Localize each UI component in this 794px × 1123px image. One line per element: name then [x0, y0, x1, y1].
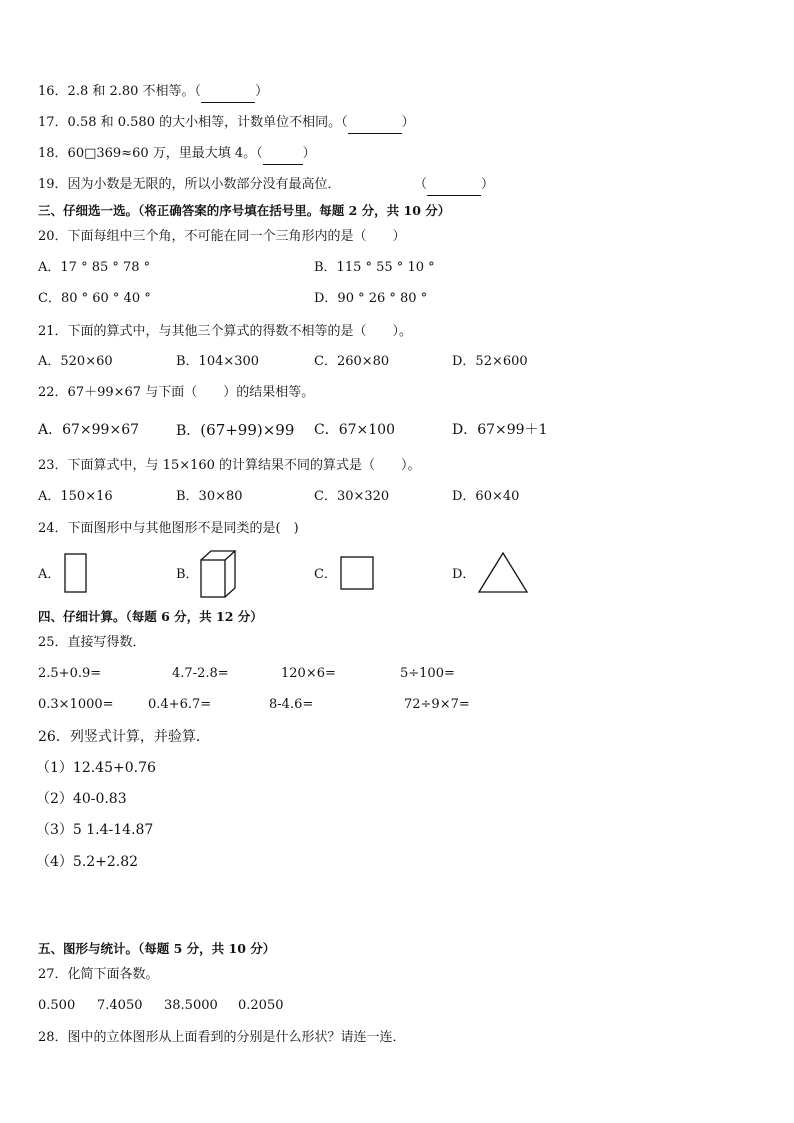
- question-17-text: 17．0.58 和 0.580 的大小相等，计数单位不相同。（: [38, 115, 348, 130]
- number-item: 0.500: [38, 998, 76, 1013]
- option-c: C．260×80: [314, 354, 390, 369]
- question-16: [38, 82, 268, 103]
- square-icon: [338, 554, 376, 594]
- option-b-label: B．: [176, 423, 201, 439]
- option-a: A．17 ° 85 ° 78 °: [38, 260, 151, 275]
- calc-item: 8-4.6=: [269, 697, 314, 712]
- triangle-icon: [476, 550, 530, 596]
- bracket-close: ）: [401, 115, 415, 130]
- option-c: C．80 ° 60 ° 40 °: [38, 291, 151, 306]
- option-b: B．115 ° 55 ° 10 °: [314, 260, 435, 275]
- rectangle-icon: [62, 552, 90, 596]
- number-item: 0.2050: [238, 998, 284, 1013]
- answer-blank[interactable]: [263, 144, 303, 165]
- number-item: 7.4050: [97, 998, 143, 1013]
- question-19-bracket: [414, 175, 494, 196]
- bracket-close: ）: [255, 84, 269, 99]
- question-18: [38, 144, 316, 165]
- option-c: C．: [314, 567, 337, 582]
- option-b: B．: [176, 567, 199, 582]
- list-item: （1）12.45+0.76: [36, 760, 156, 776]
- question-19: [38, 175, 341, 195]
- question-23-text: 23．下面算式中，与 15×160 的计算结果不同的算式是（ ）。: [38, 458, 421, 473]
- question-27-text: 27．化简下面各数。: [38, 967, 159, 982]
- calc-item: 0.3×1000=: [38, 697, 114, 712]
- bracket-close: ）: [302, 146, 316, 161]
- option-d: D．52×600: [452, 354, 528, 369]
- question-17: [38, 113, 415, 134]
- option-a: A．520×60: [38, 354, 113, 369]
- question-24-text: 24．下面图形中与其他图形不是同类的是( ): [38, 521, 299, 536]
- list-item: （2）40-0.83: [36, 791, 127, 807]
- list-item: （4）5.2+2.82: [36, 854, 139, 870]
- option-a: A．150×16: [38, 489, 113, 504]
- calc-item: 72÷9×7=: [404, 697, 470, 712]
- option-b: B．104×300: [176, 354, 260, 369]
- bracket-close: ）: [481, 177, 495, 192]
- bracket-open: （: [414, 177, 428, 192]
- calc-item: 4.7-2.8=: [172, 666, 229, 681]
- option-c: C．30×320: [314, 489, 390, 504]
- question-21-text: 21．下面的算式中，与其他三个算式的得数不相等的是（ ）。: [38, 324, 413, 339]
- cuboid-icon: [198, 548, 238, 600]
- calc-item: 2.5+0.9=: [38, 666, 102, 681]
- question-25-text: 25．直接写得数．: [38, 635, 146, 650]
- question-16-text: 16．2.8 和 2.80 不相等。（: [38, 84, 202, 99]
- option-c: C．67×100: [314, 422, 395, 438]
- section-5-heading: 五、图形与统计。（每题 5 分，共 10 分）: [38, 941, 276, 956]
- option-d: D．60×40: [452, 489, 520, 504]
- option-a: A．: [38, 567, 61, 582]
- option-b: B．30×80: [176, 489, 243, 504]
- answer-blank[interactable]: [427, 175, 481, 196]
- question-20-text: 20．下面每组中三个角，不可能在同一个三角形内的是（ ）: [38, 229, 406, 244]
- calc-item: 5÷100=: [400, 666, 455, 681]
- list-item: （3）5 1.4-14.87: [36, 822, 154, 838]
- option-d: D．67×99＋1: [452, 422, 548, 438]
- answer-blank[interactable]: [348, 113, 402, 134]
- number-item: 38.5000: [164, 998, 218, 1013]
- question-22-text: 22．67＋99×67 与下面（ ）的结果相等。: [38, 385, 315, 400]
- option-b: [176, 420, 294, 441]
- calc-item: 0.4+6.7=: [148, 697, 212, 712]
- answer-blank[interactable]: [201, 82, 255, 103]
- question-28-text: 28．图中的立体图形从上面看到的分别是什么形状？请连一连．: [38, 1030, 406, 1045]
- section-4-heading: 四、仔细计算。（每题 6 分，共 12 分）: [38, 609, 263, 624]
- option-a: A．67×99×67: [38, 422, 140, 438]
- option-b-expression: (67+99)×99: [200, 421, 295, 439]
- calc-item: 120×6=: [281, 666, 336, 681]
- section-3-heading: 三、仔细选一选。（将正确答案的序号填在括号里。每题 2 分，共 10 分）: [38, 203, 451, 218]
- option-d: D．90 ° 26 ° 80 °: [314, 291, 428, 306]
- option-d: D．: [452, 567, 476, 582]
- question-19-text: 19．因为小数是无限的，所以小数部分没有最高位．: [38, 177, 341, 192]
- question-18-text: 18．60□369≈60 万，里最大填 4。（: [38, 146, 263, 161]
- question-26-text: 26．列竖式计算，并验算．: [38, 729, 210, 745]
